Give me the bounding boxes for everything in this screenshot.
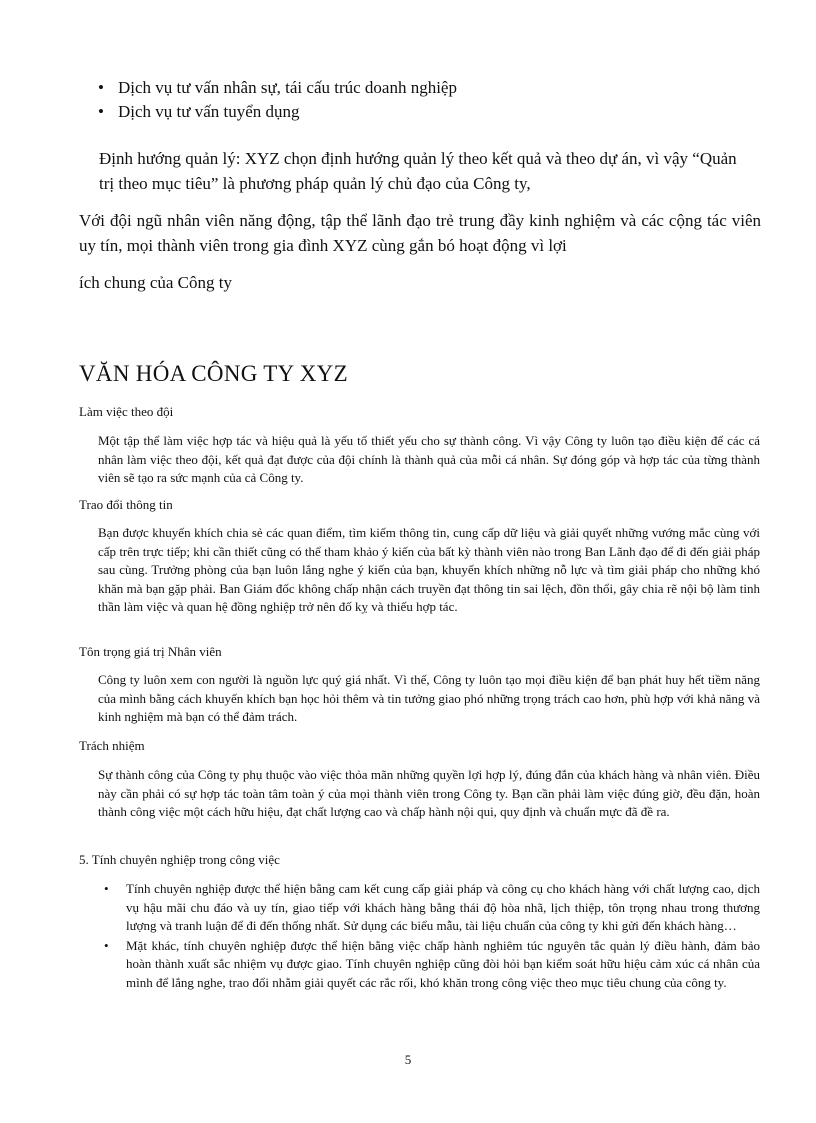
professionalism-bullet-item: • Tính chuyên nghiệp được thể hiện bằng cam kết cung cấp giải pháp và công cụ cho khách hàng với chất lượng cao, dịch vụ hậu mãi chu đáo và uy tín, giao tiếp với khách hàng bằng thái độ hòa nhã, lịch thiệp, tôn trọng nhau trong thương lượng và tranh luận để đi đến thống nhất. Sử dụng các biểu mẫu, tài liệu chuẩn của công ty khi gửi đến khách hàng…: [104, 880, 760, 936]
subsection-title-responsibility: Trách nhiệm: [79, 738, 145, 753]
service-bullet-list: [96, 76, 457, 124]
subsection-body-responsibility: Sự thành công của Công ty phụ thuộc vào việc thỏa mãn những quyền lợi hợp lý, đúng đắn của khách hàng và nhân viên. Điều này cần phải có sự hợp tác toàn tâm toàn ý của mọi thành viên trong Công ty. Bạn cần phải làm việc đúng giờ, đều đặn, hoàn thành công việc một cách hữu hiệu, đạt chất lượng cao và chấp hành nội qui, quy định và chuẩn mực đã đề ra.: [98, 767, 760, 819]
subsection-body-teamwork: Một tập thể làm việc hợp tác và hiệu quả là yếu tố thiết yếu cho sự thành công. Vì vậy Công ty luôn tạo điều kiện để các cá nhân làm việc theo đội, kết quả đạt được của đội chính là thành quả của mỗi cá nhân. Sự đóng góp và hợp tác của từng thành viên sẽ tạo ra sức mạnh của cả Công ty.: [98, 433, 760, 485]
subsection-body-respect: Công ty luôn xem con người là nguồn lực quý giá nhất. Vì thế, Công ty luôn tạo mọi điều kiện để bạn phát huy hết tiềm năng của mình bằng cách khuyến khích bạn học hỏi thêm và tin tưởng giao phó những trọng trách cao hơn, phù hợp với khả năng và kinh nghiệm mà bạn có thể đảm trách.: [98, 672, 760, 724]
subsection-title-teamwork: Làm việc theo đội: [79, 404, 174, 419]
subsection-title-communication: Trao đổi thông tin: [79, 497, 173, 512]
professionalism-bullet-list: [104, 880, 760, 993]
numbered-heading-professionalism: 5. Tính chuyên nghiệp trong công việc: [79, 852, 280, 867]
section-title: VĂN HÓA CÔNG TY XYZ: [79, 361, 348, 386]
team-paragraph: Với đội ngũ nhân viên năng động, tập thể lãnh đạo trẻ trung đầy kinh nghiệm và các cộng tác viên uy tín, mọi thành viên trong gia đình XYZ cùng gắn bó hoạt động vì lợi: [79, 211, 761, 255]
subsection-body-communication: Bạn được khuyến khích chia sẻ các quan điểm, tìm kiếm thông tin, cung cấp dữ liệu và giải quyết những vướng mắc cùng với cấp trên trực tiếp; khi cần thiết cũng có thể tham khảo ý kiến của bất kỳ thành viên nào trong Ban Lãnh đạo để đi đến giải pháp sau cùng. Trưởng phòng của bạn luôn lắng nghe ý kiến của bạn, khuyến khích những nỗ lực và tìm giải pháp cho những khó khăn mà bạn gặp phải. Ban Giám đốc không chấp nhận cách truyền đạt thông tin sai lệch, đồn thổi, gây chia rẽ nội bộ làm tinh thần làm việc và quan hệ đồng nghiệp trở nên đố kỵ và thiếu hợp tác.: [98, 525, 760, 614]
service-bullet-item: • Dịch vụ tư vấn tuyển dụng: [96, 100, 457, 124]
service-bullet-item: • Dịch vụ tư vấn nhân sự, tái cấu trúc doanh nghiệp: [96, 76, 457, 100]
management-orientation-paragraph: Định hướng quản lý: XYZ chọn định hướng quản lý theo kết quả và theo dự án, vì vậy “Quản trị theo mục tiêu” là phương pháp quản lý chủ đạo của Công ty,: [99, 149, 737, 193]
professionalism-bullet-item: • Mặt khác, tính chuyên nghiệp được thể hiện bằng việc chấp hành nghiêm túc nguyên tắc quản lý điều hành, đảm bảo hoàn thành xuất sắc nhiệm vụ được giao. Tính chuyên nghiệp cũng đòi hỏi bạn kiểm soát hữu hiệu cảm xúc cá nhân của mình để lắng nghe, trao đổi nhằm giải quyết các rắc rối, khó khăn trong công việc theo mục tiêu chung của công ty.: [104, 937, 760, 993]
team-paragraph-tail: ích chung của Công ty: [79, 273, 232, 292]
subsection-title-respect: Tôn trọng giá trị Nhân viên: [79, 644, 222, 659]
page-number: 5: [404, 1052, 412, 1067]
